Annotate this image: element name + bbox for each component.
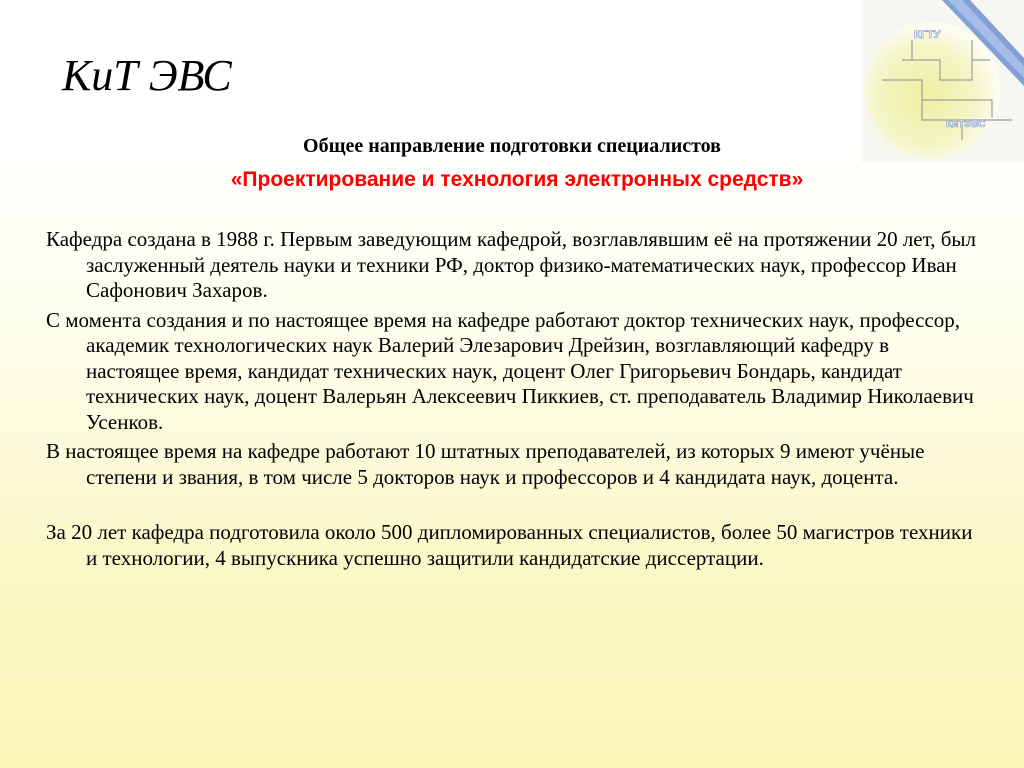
paragraph-history: Кафедра создана в 1988 г. Первым заведующим кафедрой, возглавлявшим её на протяжении 20 лет, был заслуженный деятель науки и техники РФ, доктор физико-математических наук, профессор Иван Сафонович Захаров. (46, 227, 976, 302)
logo-bottom-text: КиТЭВС (946, 119, 986, 130)
paragraph-current-staff: В настоящее время на кафедре работают 10 штатных преподавателей, из которых 9 имеют учёные степени и звания, в том числе 5 докторов наук и профессоров и 4 кандидата наук, доцента. (46, 439, 925, 489)
paragraph-staff: С момента создания и по настоящее время на кафедре работают доктор технических наук, профессор, академик технологических наук Валерий Элезарович Дрейзин, возглавляющий кафедру в настоящее время, кандидат технических наук, доцент Олег Григорьевич Бондарь, кандидат технических наук, доцент Валерьян Алексеевич Пиккиев, ст. преподаватель Владимир Николаевич Усенков. (46, 307, 974, 434)
logo-top-text: КГТУ (914, 29, 941, 41)
slide-body (46, 227, 986, 575)
paragraph-graduates: За 20 лет кафедра подготовила около 500 дипломированных специалистов, более 50 магистров техники и технологии, 4 выпускника успешно защитили кандидатские диссертации. (46, 520, 973, 570)
slide-title: КиТ ЭВС (62, 51, 232, 100)
program-heading: Общее направление подготовки специалистов (303, 135, 721, 157)
program-name: «Проектирование и технология электронных средств» (230, 168, 804, 191)
